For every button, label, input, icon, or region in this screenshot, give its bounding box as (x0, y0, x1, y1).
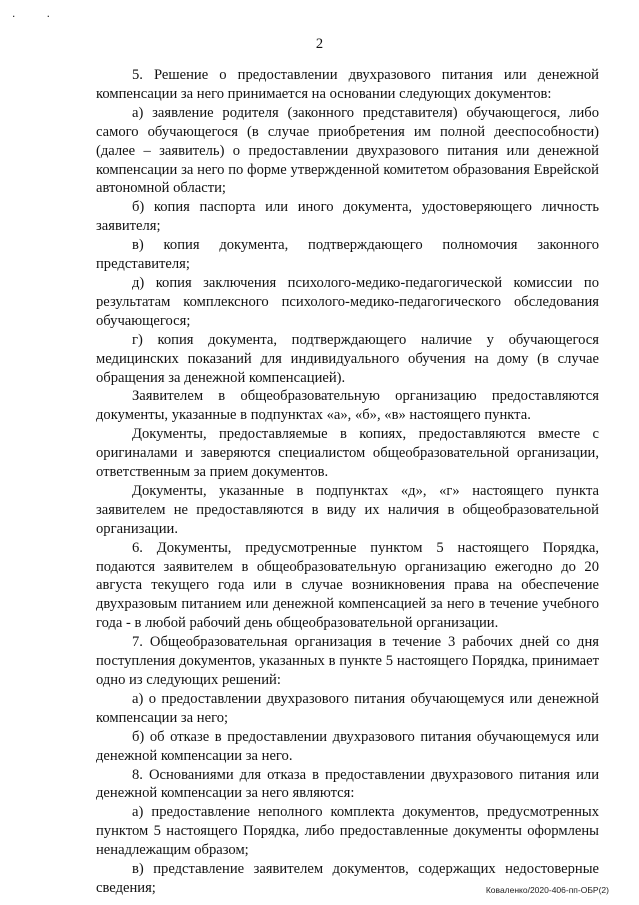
paragraph-item-5a: а) заявление родителя (законного представителя) обучающегося, либо самого обучающегося (в случае приобретения им полной дееспособности) (далее – заявитель) о предоставлении двухразового питания или денежной компенсации за него по форме утвержденной комитетом образования Еврейской автономной области; (96, 104, 599, 197)
paragraph-item-7b: б) об отказе в предоставлении двухразового питания обучающемуся или денежной компенсации за него. (96, 728, 599, 764)
paragraph-item-8: 8. Основаниями для отказа в предоставлении двухразового питания или денежной компенсации за него являются: (96, 766, 599, 802)
page-number: 2 (315, 36, 324, 52)
paragraph-item-7a: а) о предоставлении двухразового питания обучающемуся или денежной компенсации за него; (96, 690, 599, 726)
paragraph-item-8v: в) представление заявителем документов, содержащих недостоверные сведения; (96, 861, 599, 896)
footer-document-code: Коваленко/2020-406-пп-ОБР(2) (485, 885, 609, 895)
paragraph-item-5b: б) копия паспорта или иного документа, удостоверяющего личность заявителя; (96, 199, 599, 235)
paragraph-item-5g: г) копия документа, подтверждающего наличие у обучающегося медицинских показаний для индивидуального обучения на дому (в случае обращения за денежной компенсацией). (96, 331, 599, 386)
document-body (96, 66, 599, 898)
paragraph-applicant-docs: Заявителем в общеобразовательную организацию предоставляются документы, указанные в подпунктах «а», «б», «в» настоящего пункта. (96, 388, 599, 424)
paragraph-item-5: 5. Решение о предоставлении двухразового питания или денежной компенсации за него принимается на основании следующих документов: (96, 67, 599, 102)
corner-marks: . . (12, 6, 65, 20)
paragraph-item-5v: в) копия документа, подтверждающего полномочия законного представителя; (96, 237, 599, 273)
paragraph-copies: Документы, предоставляемые в копиях, предоставляются вместе с оригиналами и заверяются специалистом общеобразовательной организации, ответственным за прием документов. (96, 426, 599, 481)
paragraph-item-5d: д) копия заключения психолого-медико-педагогической комиссии по результатам комплексного психолого-медико-педагогического обследования обучающегося; (96, 274, 599, 329)
paragraph-item-8a: а) предоставление неполного комплекта документов, предусмотренных пунктом 5 настоящего Порядка, либо предоставленные документы оформлены ненадлежащим образом; (96, 804, 599, 859)
paragraph-item-7: 7. Общеобразовательная организация в течение 3 рабочих дней со дня поступления документов, указанных в пункте 5 настоящего Порядка, принимает одно из следующих решений: (96, 634, 599, 688)
paragraph-not-provided: Документы, указанные в подпунктах «д», «г» настоящего пункта заявителем не предоставляются в виду их наличия в общеобразовательной организации. (96, 482, 599, 537)
paragraph-item-6: 6. Документы, предусмотренные пунктом 5 настоящего Порядка, подаются заявителем в общеобразовательную организацию ежегодно до 20 августа текущего года или в случае возникновения права на обеспечение двухразовым питанием или денежной компенсацией за него в течение учебного года - в любой рабочий день общеобразовательной организации. (96, 539, 599, 632)
